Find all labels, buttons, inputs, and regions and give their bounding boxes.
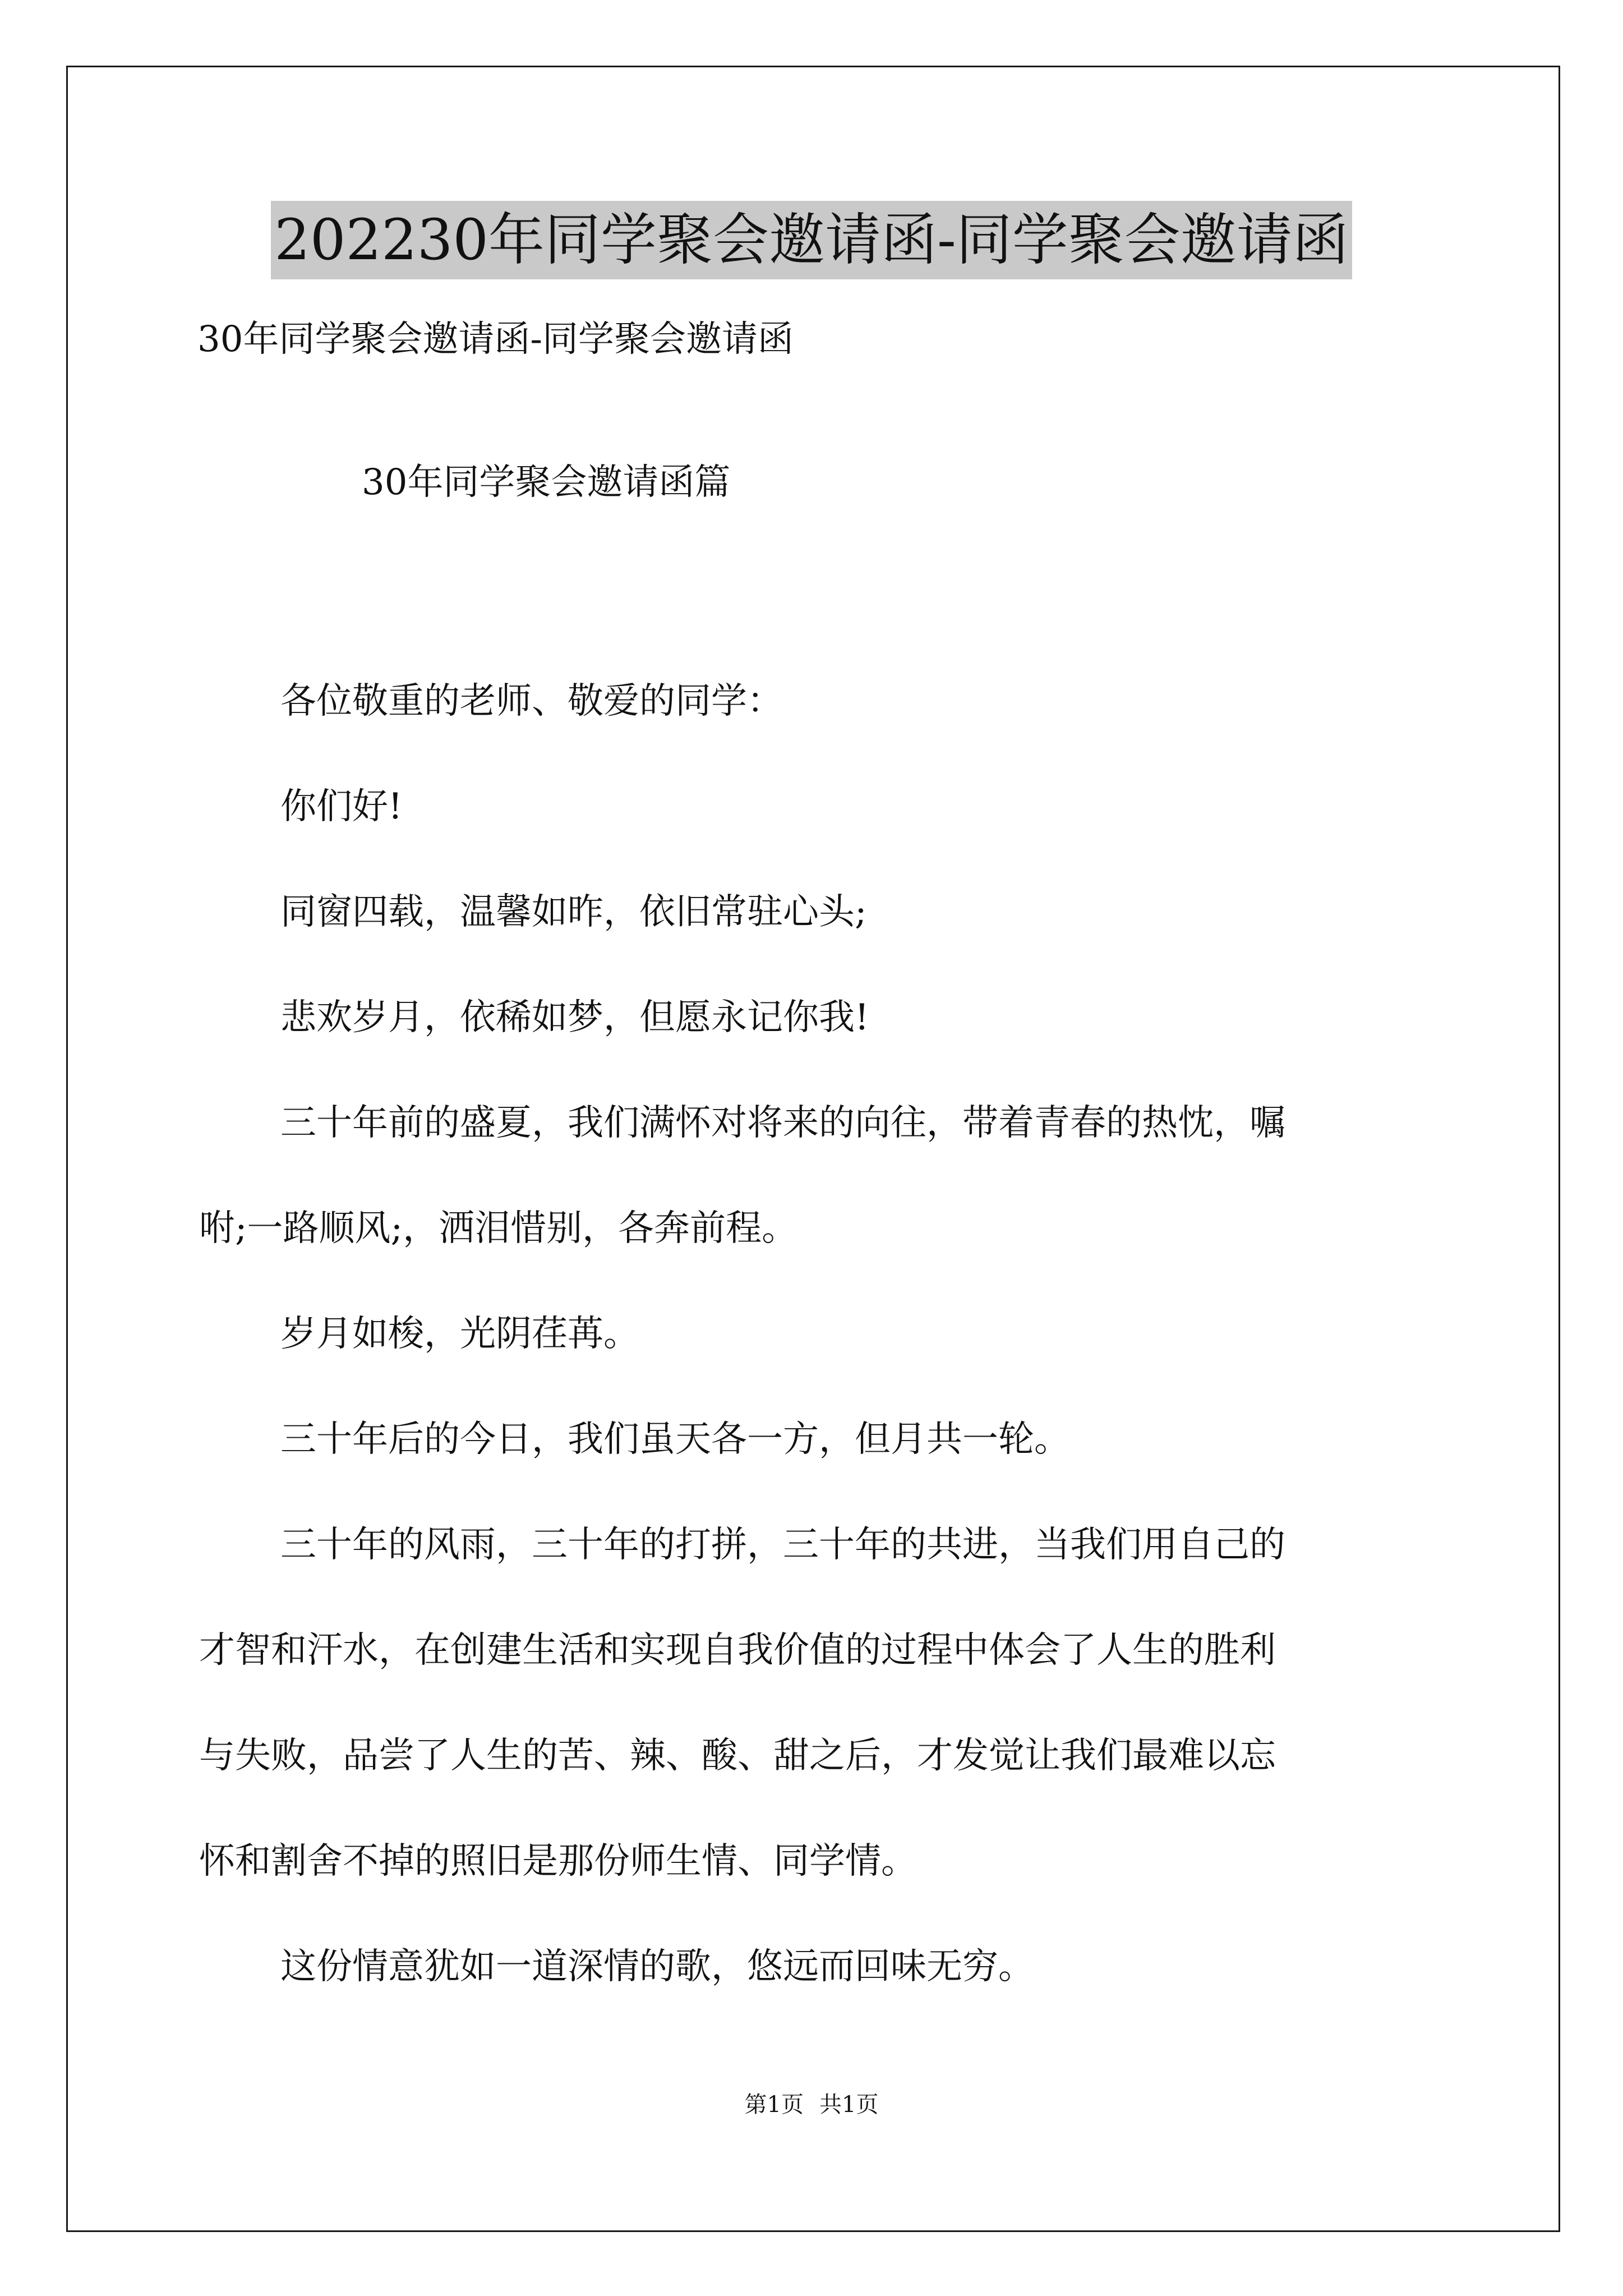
body-line: 三十年前的盛夏，我们满怀对将来的向往，带着青春的热忱，嘱 — [280, 1102, 1285, 1144]
body-line: 怀和割舍不掉的照旧是那份师生情、同学情。 — [199, 1841, 917, 1882]
page-border — [66, 66, 1560, 2232]
body-line: 咐;一路顺风;，洒泪惜别，各奔前程。 — [199, 1208, 798, 1249]
section-heading: 30年同学聚会邀请函篇 — [362, 462, 731, 503]
page-number: 第1页 — [744, 2092, 804, 2118]
body-line: 三十年后的今日，我们虽天各一方，但月共一轮。 — [280, 1419, 1070, 1460]
title-container — [0, 201, 1623, 279]
body-line: 这份情意犹如一道深情的歌，悠远而回味无穷。 — [280, 1946, 1034, 1987]
body-line: 三十年的风雨，三十年的打拼，三十年的共进，当我们用自己的 — [280, 1524, 1285, 1566]
body-line: 悲欢岁月，依稀如梦，但愿永记你我! — [280, 997, 869, 1038]
page-total: 共1页 — [819, 2092, 879, 2118]
document-subtitle: 30年同学聚会邀请函-同学聚会邀请函 — [197, 319, 794, 360]
document-title: 202230年同学聚会邀请函-同学聚会邀请函 — [271, 201, 1352, 279]
body-line: 各位敬重的老师、敬爱的同学： — [280, 680, 783, 722]
page-footer — [0, 2091, 1623, 2119]
body-line: 才智和汗水，在创建生活和实现自我价值的过程中体会了人生的胜利 — [199, 1630, 1276, 1671]
body-line: 岁月如梭，光阴荏苒。 — [280, 1313, 639, 1355]
body-line: 你们好! — [280, 786, 403, 827]
body-line: 同窗四载，温馨如昨，依旧常驻心头; — [280, 891, 867, 933]
body-line: 与失败，品尝了人生的苦、辣、酸、甜之后，才发觉让我们最难以忘 — [199, 1735, 1276, 1777]
